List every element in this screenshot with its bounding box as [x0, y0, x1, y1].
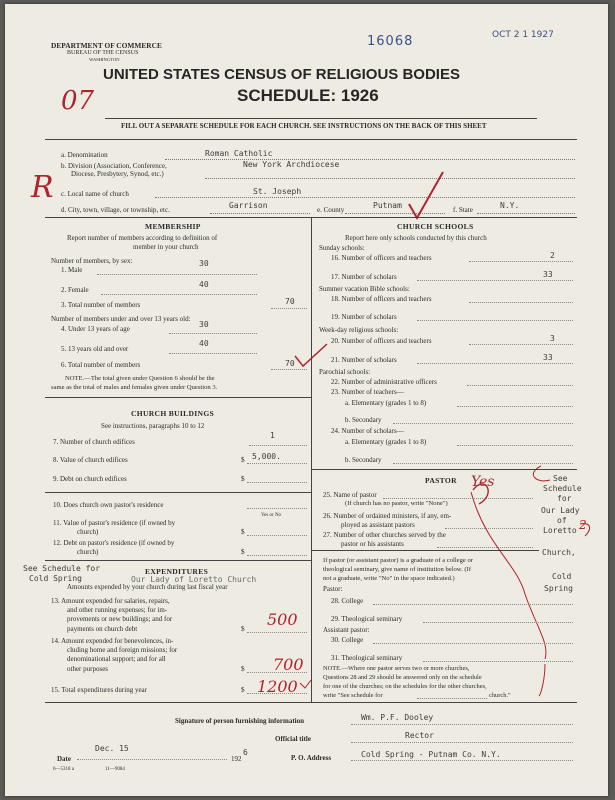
- q31-label: 31. Theological seminary: [331, 654, 403, 662]
- q3-value: 70: [285, 297, 295, 306]
- q13-dollar: $: [241, 625, 245, 633]
- q9-line: [247, 482, 307, 483]
- q9-label: 9. Debt on church edifices: [53, 475, 127, 483]
- serial-number-stamp: 16068: [367, 34, 414, 49]
- signature-value: Wm. P.F. Dooley: [361, 713, 434, 722]
- census-schedule-sheet: [5, 4, 608, 796]
- margin-spring: Spring: [544, 584, 573, 593]
- pastor-subhead: Pastor:: [323, 585, 343, 593]
- q15-dollar: $: [241, 686, 245, 694]
- expenditures-heading: EXPENDITURES: [145, 567, 209, 576]
- q26-label-2: ployed as assistant pastors: [341, 521, 415, 529]
- year-prefix: 192: [231, 755, 242, 763]
- q29-line: [423, 622, 573, 623]
- schools-heading: CHURCH SCHOOLS: [397, 222, 474, 231]
- date-line: [77, 759, 227, 760]
- buildings-mid-rule: [45, 492, 311, 493]
- pastor-note-1: NOTE.—Where one pastor serves two or more churches,: [323, 665, 470, 672]
- po-address-value: Cold Spring - Putnam Co. N.Y.: [361, 750, 501, 759]
- q11-dollar: $: [241, 528, 245, 536]
- q30-label: 30. College: [331, 636, 364, 644]
- received-date-stamp: OCT 2 1 1927: [492, 30, 554, 40]
- denomination-value: Roman Catholic: [205, 149, 273, 158]
- q17-value: 33: [543, 270, 553, 279]
- q21-label: 21. Number of scholars: [331, 356, 397, 364]
- q18-line: [469, 302, 573, 303]
- q26-label-1: 26. Number of ordained ministers, if any, em-: [323, 512, 452, 520]
- q14-label-2: cluding home and foreign missions; for: [67, 646, 178, 654]
- q25-line: [383, 498, 533, 499]
- po-address-line: [351, 760, 573, 761]
- pastor-top-rule: [311, 469, 577, 470]
- form-number: 6—5318 a: [53, 767, 74, 772]
- q12-line: [247, 555, 307, 556]
- q20-value: 3: [550, 334, 555, 343]
- department-label: DEPARTMENT OF COMMERCE: [51, 41, 162, 50]
- q19-line: [417, 320, 573, 321]
- q4-value: 30: [199, 320, 209, 329]
- q8-dollar: $: [241, 456, 245, 464]
- q16-label: 16. Number of officers and teachers: [331, 254, 432, 262]
- q3-line: [271, 308, 307, 309]
- q10-label: 10. Does church own pastor's residence: [53, 501, 164, 509]
- under-over-label: Number of members under and over 13 years old:: [51, 315, 191, 323]
- q23-label: 23. Number of teachers—: [331, 388, 404, 396]
- q29-label: 29. Theological seminary: [331, 615, 403, 623]
- q14-label-3: denominational support; and for all: [67, 655, 166, 663]
- typed-cold-spring: Cold Spring: [29, 574, 82, 583]
- q27-label-2: pastor or his assistants: [341, 540, 404, 548]
- city-label: WASHINGTON: [89, 57, 120, 62]
- q16-line: [469, 261, 573, 262]
- buildings-top-rule: [45, 397, 311, 398]
- margin-for: for: [557, 494, 572, 503]
- margin-of: of: [557, 516, 567, 525]
- bureau-label: BUREAU OF THE CENSUS: [67, 50, 139, 56]
- grid-bottom-rule: [45, 702, 577, 703]
- assistant-subhead: Assistant pastor:: [323, 626, 370, 634]
- yes-no-hint: Yes or No: [261, 513, 282, 518]
- q17-label: 17. Number of scholars: [331, 273, 397, 281]
- division-label: b. Division (Association, Conference,: [61, 162, 167, 170]
- q23a-line: [457, 406, 573, 407]
- q13-line: [247, 632, 307, 633]
- q5-label: 5. 13 years old and over: [61, 345, 129, 353]
- county-value: Putnam: [373, 201, 402, 210]
- q2-label: 2. Female: [61, 286, 89, 294]
- q26-line: [445, 528, 533, 529]
- q14-line: [247, 672, 307, 673]
- po-address-label: P. O. Address: [291, 754, 332, 762]
- q27-line: [437, 547, 533, 548]
- q24a-label: a. Elementary (grades 1 to 8): [345, 438, 427, 446]
- q12-dollar: $: [241, 548, 245, 556]
- q24b-label: b. Secondary: [345, 456, 382, 464]
- state-value: N.Y.: [500, 201, 520, 210]
- q18-label: 18. Number of officers and teachers: [331, 295, 432, 303]
- pastor-note-5: church.": [489, 692, 511, 699]
- typed-see-schedule: See Schedule for: [23, 564, 101, 573]
- pastor-red-mark: Yes: [471, 474, 495, 490]
- q2-value: 40: [199, 280, 209, 289]
- form-subtitle: SCHEDULE: 1926: [237, 86, 379, 105]
- q24-label: 24. Number of scholars—: [331, 427, 404, 435]
- margin-schedule: Schedule: [543, 484, 582, 493]
- date-value: Dec. 15: [95, 744, 129, 753]
- q12-label-2: church): [77, 548, 99, 556]
- q8-label: 8. Value of church edifices: [53, 456, 128, 464]
- margin-loretto: Loretto: [543, 526, 577, 535]
- q8-value: 5,000.: [252, 452, 281, 461]
- margin-church: Church,: [542, 548, 576, 557]
- red-r-mark: R: [31, 170, 54, 205]
- date-label: Date: [57, 755, 71, 763]
- official-title-line: [351, 742, 573, 743]
- pastor-note-4: write "See schedule for: [323, 692, 383, 699]
- q13-label-3: provements or new buildings; and for: [67, 615, 173, 623]
- membership-note-1: NOTE.—The total given under Question 6 should be the: [65, 375, 215, 382]
- signature-line: [351, 724, 573, 725]
- denomination-label: a. Denomination: [61, 151, 108, 159]
- q25-label: 25. Name of pastor: [323, 491, 377, 499]
- q30-line: [373, 643, 573, 644]
- q15-value: 1200: [257, 677, 298, 696]
- membership-intro-1: Report number of members according to definition of: [67, 234, 218, 242]
- q23a-label: a. Elementary (grades 1 to 8): [345, 399, 427, 407]
- q8-line: [247, 463, 307, 464]
- margin-red-two: 2: [579, 518, 587, 532]
- state-label: f. State: [453, 206, 473, 214]
- q14-dollar: $: [241, 665, 245, 673]
- membership-intro-2: member in your church: [133, 243, 199, 251]
- schools-intro: Report here only schools conducted by this church: [345, 234, 487, 242]
- q28-line: [373, 604, 573, 605]
- q4-line: [169, 333, 257, 334]
- q24a-line: [457, 445, 573, 446]
- column-divider: [311, 217, 312, 702]
- q6-line: [271, 369, 307, 370]
- weekday-schools-label: Week-day religious schools:: [319, 326, 399, 334]
- q27-label-1: 27. Number of other churches served by the: [323, 531, 446, 539]
- q7-label: 7. Number of church edifices: [53, 438, 135, 446]
- q5-line: [169, 353, 257, 354]
- local-name-label: c. Local name of church: [61, 190, 129, 198]
- form-title: UNITED STATES CENSUS OF RELIGIOUS BODIES: [103, 66, 460, 83]
- q28-label: 28. College: [331, 597, 364, 605]
- q2-line: [101, 294, 257, 295]
- q25-sub: (If church has no pastor, write "None"): [345, 500, 448, 507]
- q10-line: [247, 508, 307, 509]
- q11-label-2: church): [77, 528, 99, 536]
- print-number: 11—9084: [105, 767, 125, 772]
- q19-label: 19. Number of scholars: [331, 313, 397, 321]
- pastor-note-blank: [417, 698, 487, 699]
- q6-value: 70: [285, 359, 295, 368]
- q11-label: 11. Value of pastor's residence (if owned by: [53, 519, 176, 527]
- expenditures-top-rule: [45, 560, 311, 561]
- membership-heading: MEMBERSHIP: [145, 222, 201, 231]
- red-mark-left: 07: [61, 86, 95, 116]
- q22-line: [467, 385, 573, 386]
- q14-label-1: 14. Amount expended for benevolences, in-: [51, 637, 174, 645]
- buildings-sub: See instructions, paragraphs 10 to 12: [101, 422, 205, 430]
- q16-value: 2: [550, 251, 555, 260]
- q7-value: 1: [270, 431, 275, 440]
- q31-line: [423, 661, 573, 662]
- q21-line: [417, 363, 573, 364]
- grad-instruction-2: theological seminary, give name of institution below. (If: [323, 566, 472, 573]
- sunday-schools-label: Sunday schools:: [319, 244, 365, 252]
- q17-line: [417, 280, 573, 281]
- q20-label: 20. Number of officers and teachers: [331, 337, 432, 345]
- q1-label: 1. Male: [61, 266, 83, 274]
- buildings-heading: CHURCH BUILDINGS: [131, 409, 215, 418]
- q1-line: [97, 274, 257, 275]
- city-field-value: Garrison: [229, 201, 268, 210]
- instruction-line: FILL OUT A SEPARATE SCHEDULE FOR EACH CHURCH. SEE INSTRUCTIONS ON THE BACK OF THIS SHEET: [121, 122, 487, 130]
- q15-label: 15. Total expenditures during year: [51, 686, 147, 694]
- division-label-2: Diocese, Presbytery, Synod, etc.): [71, 170, 164, 178]
- division-value: New York Archdiocese: [243, 160, 340, 169]
- members-by-sex-label: Number of members, by sex:: [51, 257, 133, 265]
- q14-label-4: other purposes: [67, 665, 109, 673]
- local-name-value: St. Joseph: [253, 187, 302, 196]
- q24b-line: [393, 463, 573, 464]
- grad-instruction-3: not a graduate, write "No" in the space indicated.): [323, 575, 455, 582]
- typed-our-lady: Our Lady of Loretto Church: [131, 575, 257, 584]
- q5-value: 40: [199, 339, 209, 348]
- q4-label: 4. Under 13 years of age: [61, 325, 130, 333]
- year-value: 6: [243, 748, 248, 757]
- county-label: e. County: [317, 206, 345, 214]
- signature-label: Signature of person furnishing information: [175, 717, 304, 725]
- margin-our-lady: Our Lady: [541, 506, 580, 515]
- q21-value: 33: [543, 353, 553, 362]
- q13-value: 500: [267, 610, 298, 629]
- membership-note-2: same as the total of males and females given under Question 3.: [51, 384, 218, 391]
- q23b-line: [393, 423, 573, 424]
- q22-label: 22. Number of administrative officers: [331, 378, 437, 386]
- city-field-label: d. City, town, village, or township, etc.: [61, 206, 170, 214]
- pastor-heading: PASTOR: [425, 476, 457, 485]
- grad-instruction-1: If pastor (or assistant pastor) is a graduate of a college or: [323, 557, 473, 564]
- q3-label: 3. Total number of members: [61, 301, 141, 309]
- pastor-note-2: Questions 28 and 29 should be answered only on the schedule: [323, 674, 482, 681]
- margin-see: See: [553, 474, 568, 483]
- q12-label: 12. Debt on pastor's residence (if owned by: [53, 539, 175, 547]
- red-annotation-overlay: [5, 4, 608, 796]
- q13-label-2: and other running expenses; for im-: [67, 606, 168, 614]
- pastor-note-3: for one of the churches; on the schedules for the other churches,: [323, 683, 487, 690]
- q11-line: [247, 535, 307, 536]
- margin-cold: Cold: [552, 572, 572, 581]
- q7-line: [249, 445, 307, 446]
- official-title-value: Rector: [405, 731, 434, 740]
- summer-schools-label: Summer vacation Bible schools:: [319, 285, 410, 293]
- parochial-schools-label: Parochial schools:: [319, 368, 371, 376]
- q6-label: 6. Total number of members: [61, 361, 141, 369]
- q23b-label: b. Secondary: [345, 416, 382, 424]
- q15-line: [247, 693, 307, 694]
- q13-label-1: 13. Amount expended for salaries, repairs,: [51, 597, 170, 605]
- q14-value: 700: [273, 655, 304, 674]
- q20-line: [469, 344, 573, 345]
- q13-label-4: payments on church debt: [67, 625, 138, 633]
- q9-dollar: $: [241, 475, 245, 483]
- q1-value: 30: [199, 259, 209, 268]
- expenditures-sub: Amounts expended by your church during last fiscal year: [67, 583, 228, 591]
- grad-top-rule: [311, 550, 539, 551]
- official-title-label: Official title: [275, 735, 311, 743]
